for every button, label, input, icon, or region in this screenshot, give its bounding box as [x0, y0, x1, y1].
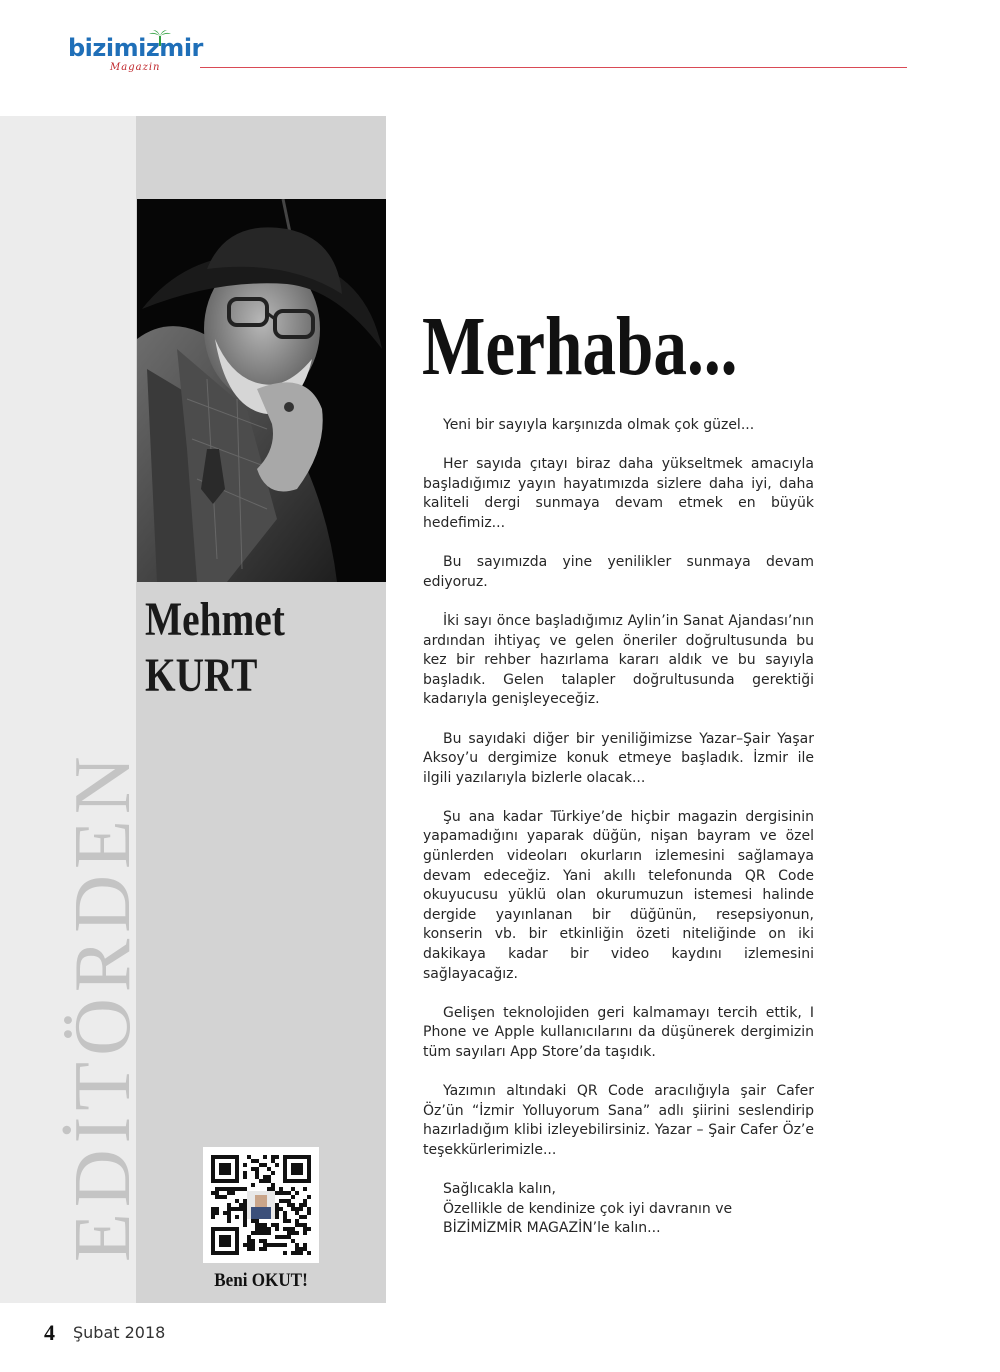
- logo-subtitle: Magazin: [110, 62, 161, 73]
- author-last-name: KURT: [145, 649, 258, 702]
- section-title: EDİTÖRDEN: [59, 750, 147, 1262]
- author-photo: [137, 199, 386, 582]
- article-paragraph: Yeni bir sayıyla karşınızda olmak çok güzel...: [443, 417, 755, 433]
- page-number: 4: [44, 1320, 55, 1345]
- author-portrait-image: [137, 199, 386, 582]
- article-paragraph: Bu sayımızda yine yenilikler sunmaya devam ediyoruz.: [423, 554, 814, 590]
- article-paragraph: Şu ana kadar Türkiye’de hiçbir magazin dergisinin yapamadığını yaparak düğün, nişan bayram ve özel günlerden videoları okurların izlemesini sağlamaya devam edeceğiz. Yani akıllı telefonunda QR Code okuyucusu yüklü olan okurumuzun istemesi halinde dergide yayınlanan bir düğünün, resepsiyonun, konserin vb. bir etkinliğin özeti niteliğinde on iki dakikaya kadar bir video kaydını izlemesini sağlayacağız.: [423, 808, 814, 982]
- article-headline: Merhaba...: [422, 300, 738, 393]
- issue-date: Şubat 2018: [73, 1323, 166, 1342]
- article-paragraph: Yazımın altındaki QR Code aracılığıyla şair Cafer Öz’ün “İzmir Yolluyorum Sana” adlı şiirini seslendirip hazırladığım klibi izleyebilirsiniz. Yazar – Şair Cafer Öz’e teşekkürlerimizle...: [423, 1083, 814, 1158]
- article-paragraph: Her sayıda çıtayı biraz daha yükseltmek amacıyla başladığımız yayın hayatımızda sizlere daha iyi, daha kaliteli dergi sunmaya devam etmek en büyük hedefimiz...: [423, 456, 814, 531]
- article-signoff: Sağlıcakla kalın, Özellikle de kendinize çok iyi davranın ve BİZİMİZMİR MAGAZİN’le kalın...: [443, 1181, 733, 1237]
- magazine-logo: [68, 30, 208, 82]
- qr-caption: Beni OKUT!: [214, 1270, 308, 1291]
- article-paragraph: İki sayı önce başladığımız Aylin’in Sanat Ajandası’nın ardından ihtiyaç ve gelen öneriler doğrultusunda bu kez bir rehber hazırlama kararı aldık ve bu sayıyla başladık. Gelen talapler doğrultusunda gerektiği kadarıyla genişleyeceğiz.: [423, 612, 814, 708]
- author-first-name: Mehmet: [145, 593, 285, 646]
- palm-tree-icon: [149, 30, 171, 46]
- logo-text: bizimizmir: [68, 34, 203, 62]
- qr-code-icon: [203, 1147, 319, 1263]
- article-paragraph: Bu sayıdaki diğer bir yeniliğimizse Yazar–Şair Yaşar Aksoy’u dergimize konuk etmeye başladık. İzmir ile ilgili yazılarıyla bizlerle olacak...: [423, 730, 814, 786]
- author-name: [145, 592, 285, 704]
- header-divider: [200, 67, 907, 68]
- qr-code[interactable]: [203, 1147, 319, 1263]
- article-body: [423, 416, 814, 1259]
- article-paragraph: Gelişen teknolojiden geri kalmamayı tercih ettik, I Phone ve Apple kullanıcılarını da düşünerek dergimizin tüm sayıları App Store’da taşıdık.: [423, 1004, 814, 1060]
